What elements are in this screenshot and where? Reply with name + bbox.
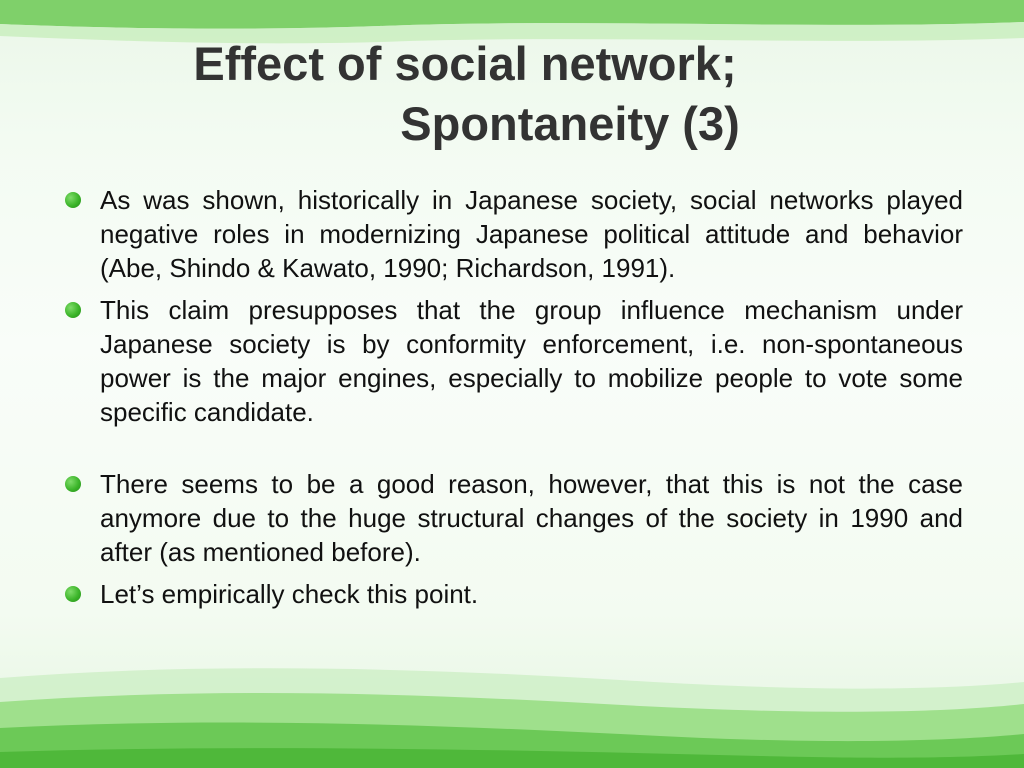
bullet-text: This claim presupposes that the group influence mechanism under Japanese society is by conformity enforcement, i.e. non-spontaneous power is the major engines, especially to mobilize people to vote some specific candidate. (100, 295, 963, 427)
bullet-dot-icon (65, 476, 81, 492)
bullet-item (60, 183, 963, 285)
bullet-text: As was shown, historically in Japanese society, social networks played negative roles in modernizing Japanese political attitude and behavior (Abe, Shindo & Kawato, 1990; Richardson, 1991). (100, 185, 963, 283)
bullet-list (60, 183, 963, 619)
slide-title (150, 34, 870, 154)
bullet-item (60, 293, 963, 429)
bullet-text: There seems to be a good reason, however, that this is not the case anymore due to the huge structural changes of the society in 1990 and after (as mentioned before). (100, 469, 963, 567)
bullet-dot-icon (65, 302, 81, 318)
bullet-item (60, 577, 963, 611)
bullet-text: Let’s empirically check this point. (100, 579, 479, 609)
title-line-1: Effect of social network; (193, 37, 737, 90)
title-line-2: Spontaneity (3) (400, 97, 740, 150)
bullet-dot-icon (65, 192, 81, 208)
bullet-dot-icon (65, 586, 81, 602)
bottom-wave-decoration (0, 658, 1024, 768)
bullet-item (60, 467, 963, 569)
